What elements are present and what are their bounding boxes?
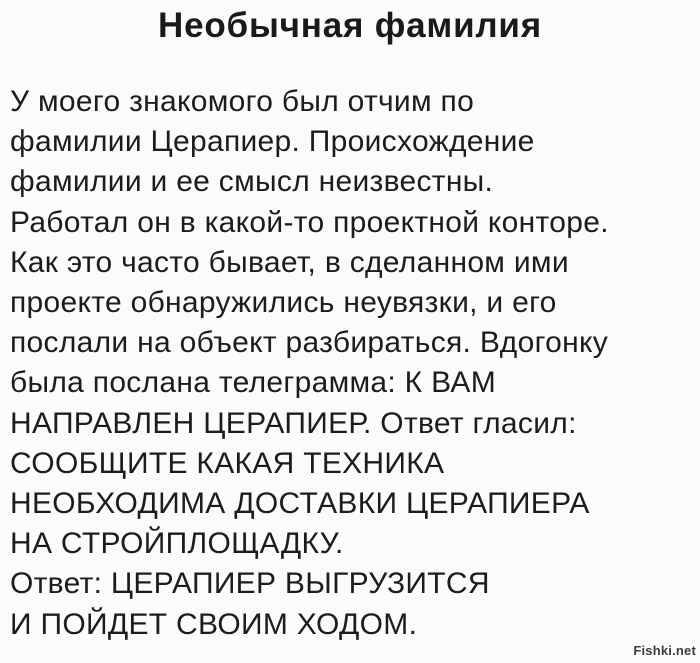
body-line: Ответ: ЦЕРАПИЕР ВЫГРУЗИТСЯ [10, 567, 490, 601]
body-line: НА СТРОЙПЛОЩАДКУ. [10, 527, 344, 561]
body-line: фамилии Церапиер. Происхождение [10, 125, 535, 159]
body-line: была послана телеграмма: К ВАМ [10, 366, 496, 400]
body-line: проекте обнаружились неувязки, и его [10, 286, 557, 320]
body-line: послали на объект разбираться. Вдогонку [10, 326, 609, 360]
joke-body [10, 82, 696, 645]
page-title: Необычная фамилия [158, 6, 542, 45]
body-line: У моего знакомого был отчим по [10, 85, 475, 118]
body-line: Работал он в какой-то проектной конторе. [10, 205, 609, 239]
body-line: фамилии и ее смысл неизвестны. [10, 165, 494, 199]
body-line: НАПРАВЛЕН ЦЕРАПИЕР. Ответ гласил: [10, 406, 577, 440]
body-line: Как это часто бывает, в сделанном ими [10, 245, 569, 279]
watermark: Fishki.net [633, 643, 696, 658]
body-line: И ПОЙДЕТ СВОИМ ХОДОМ. [10, 607, 418, 641]
body-line: СООБЩИТЕ КАКАЯ ТЕХНИКА [10, 446, 445, 480]
body-line: НЕОБХОДИМА ДОСТАВКИ ЦЕРАПИЕРА [10, 487, 590, 521]
